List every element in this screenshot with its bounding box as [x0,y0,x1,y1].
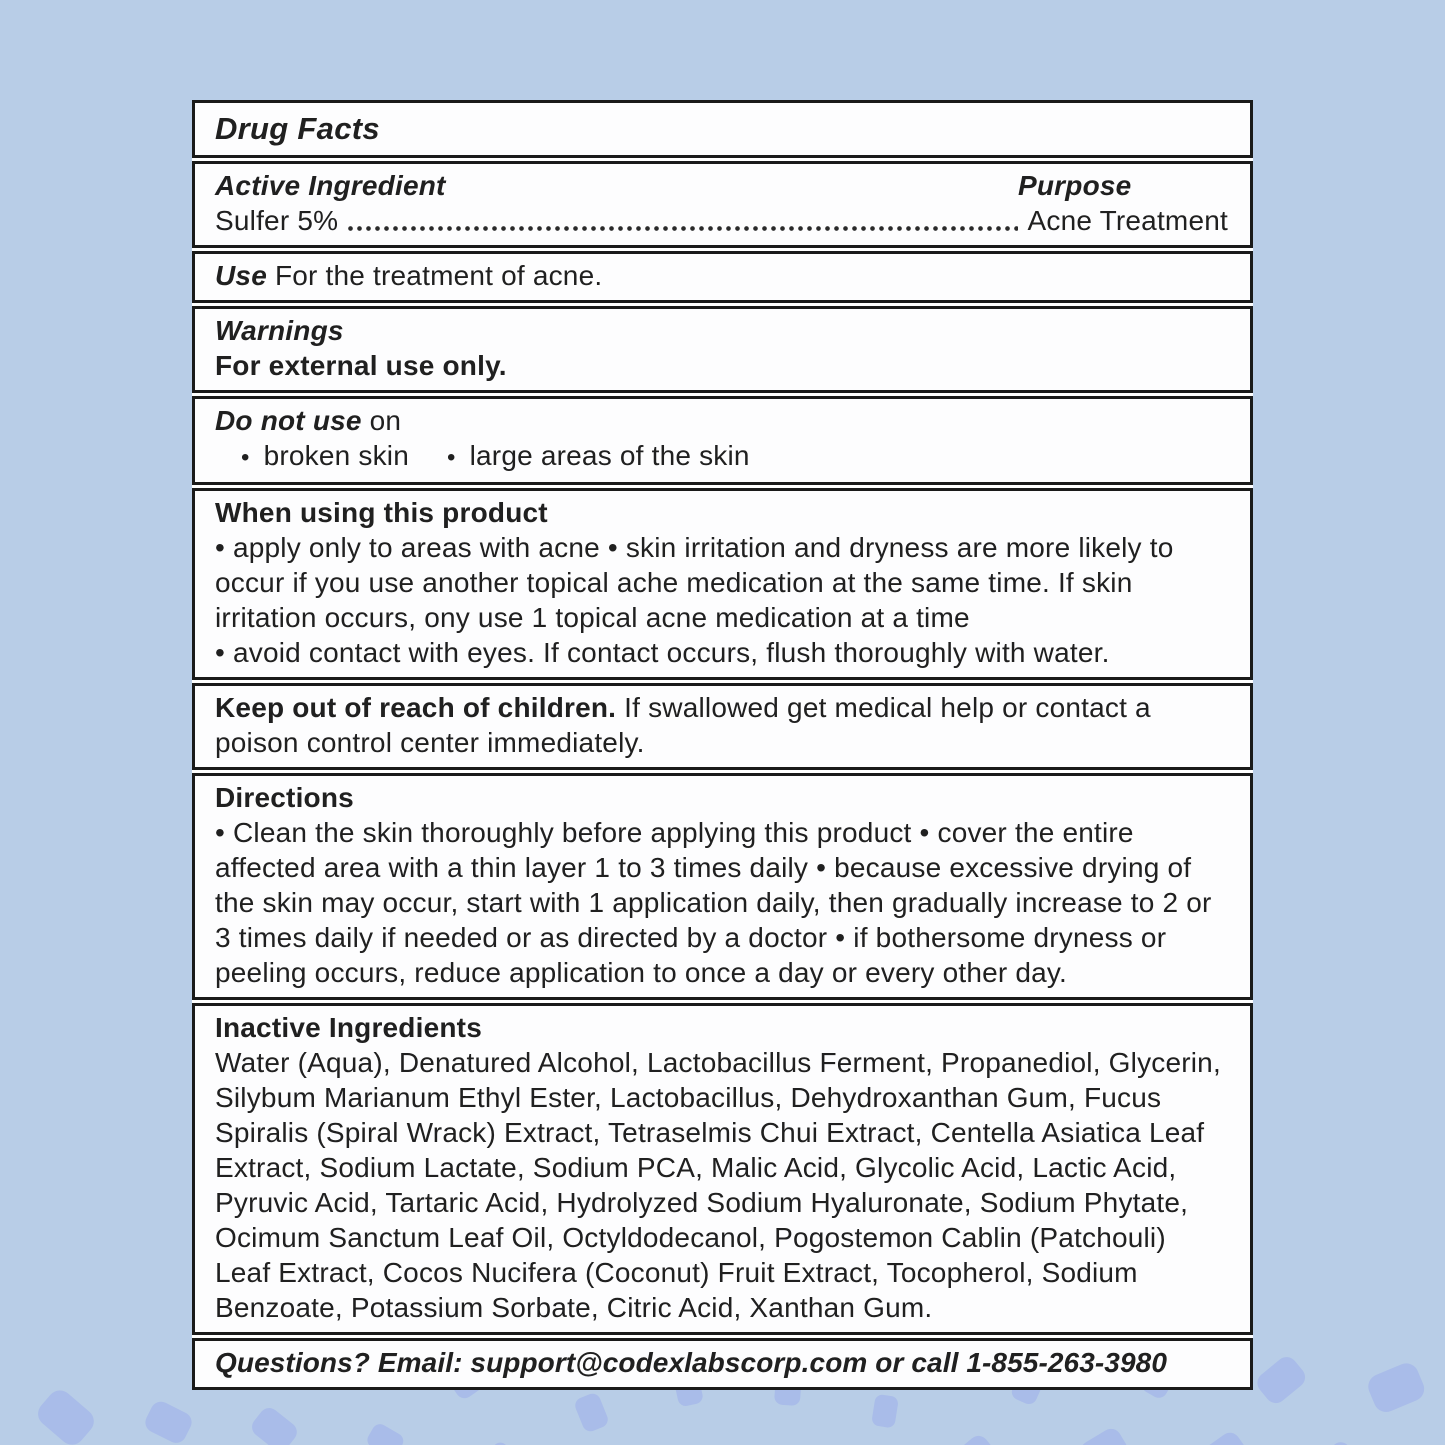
bullet-dot-icon: • [241,444,250,471]
active-ingredient-heading: Active Ingredient [215,170,446,201]
directions-heading: Directions [215,782,354,813]
keep-out-text: If swallowed get medical help or contact a poison control center immediately. [215,692,1151,758]
drug-facts-label [192,100,1253,1390]
do-not-use-bullet-1 [241,438,409,475]
section-keep-out-of-reach [192,683,1253,770]
purpose-value: Acne Treatment [1027,205,1228,236]
when-using-heading: When using this product [215,497,548,528]
section-warnings [192,306,1253,393]
inactive-ingredients-text: Water (Aqua), Denatured Alcohol, Lactobacillus Ferment, Propanediol, Glycerin, Silybum Marianum Ethyl Ester, Lactobacillus, Dehydroxanthan Gum, Fucus Spiralis (Spiral Wrack) Extract, Tetraselmis Chui Extract, Centella Asiatica Leaf Extract, Sodium Lactate, Sodium PCA, Malic Acid, Glycolic Acid, Lactic Acid, Pyruvic Acid, Tartaric Acid, Hydrolyzed Sodium Hyaluronate, Sodium Phytate, Ocimum Sanctum Leaf Oil, Octyldodecanol, Pogostemon Cablin (Patchouli) Leaf Extract, Cocos Nucifera (Coconut) Fruit Extract, Tocopherol, Sodium Benzoate, Potassium Sorbate, Citric Acid, Xanthan Gum. [215,1047,1221,1323]
questions-footer-text: Questions? Email: support@codexlabscorp.com or call 1-855-263-3980 [215,1347,1167,1378]
external-use-text: For external use only. [215,350,507,381]
section-inactive-ingredients [192,1003,1253,1335]
section-title [192,100,1253,158]
when-using-paragraph-1: • apply only to areas with acne • skin irritation and dryness are more likely to occur if you use another topical ache medication at the same time. If skin irritation occurs, ony use 1 topical acne medication at a time [215,532,1174,633]
when-using-paragraph-2: • avoid contact with eyes. If contact occurs, flush thoroughly with water. [215,637,1110,668]
active-ingredient-name: Sulfer 5% [215,205,339,236]
do-not-use-suffix: on [369,405,402,436]
bullet-dot-icon: • [447,444,456,471]
purpose-heading: Purpose [1018,170,1132,201]
section-questions-footer [192,1338,1253,1390]
do-not-use-heading: Do not use [215,405,362,436]
use-heading: Use [215,260,267,291]
do-not-use-bullet-1-text: broken skin [263,440,409,471]
section-active-ingredient [192,161,1253,248]
drug-facts-title: Drug Facts [215,111,380,146]
section-use [192,251,1253,303]
do-not-use-bullet-2-text: large areas of the skin [469,440,750,471]
warnings-heading: Warnings [215,315,344,346]
inactive-ingredients-heading: Inactive Ingredients [215,1012,482,1043]
section-directions [192,773,1253,1000]
section-when-using [192,488,1253,680]
use-text: For the treatment of acne. [274,260,603,291]
do-not-use-bullet-2 [447,438,750,475]
keep-out-heading: Keep out of reach of children. [215,692,617,723]
directions-text: • Clean the skin thoroughly before applying this product • cover the entire affected area with a thin layer 1 to 3 times daily • because excessive drying of the skin may occur, start with 1 application daily, then gradually increase to 2 or 3 times daily if needed or as directed by a doctor • if bothersome dryness or peeling occurs, reduce application to once a day or every other day. [215,817,1212,988]
dotted-leader [346,203,1017,238]
section-do-not-use [192,396,1253,485]
